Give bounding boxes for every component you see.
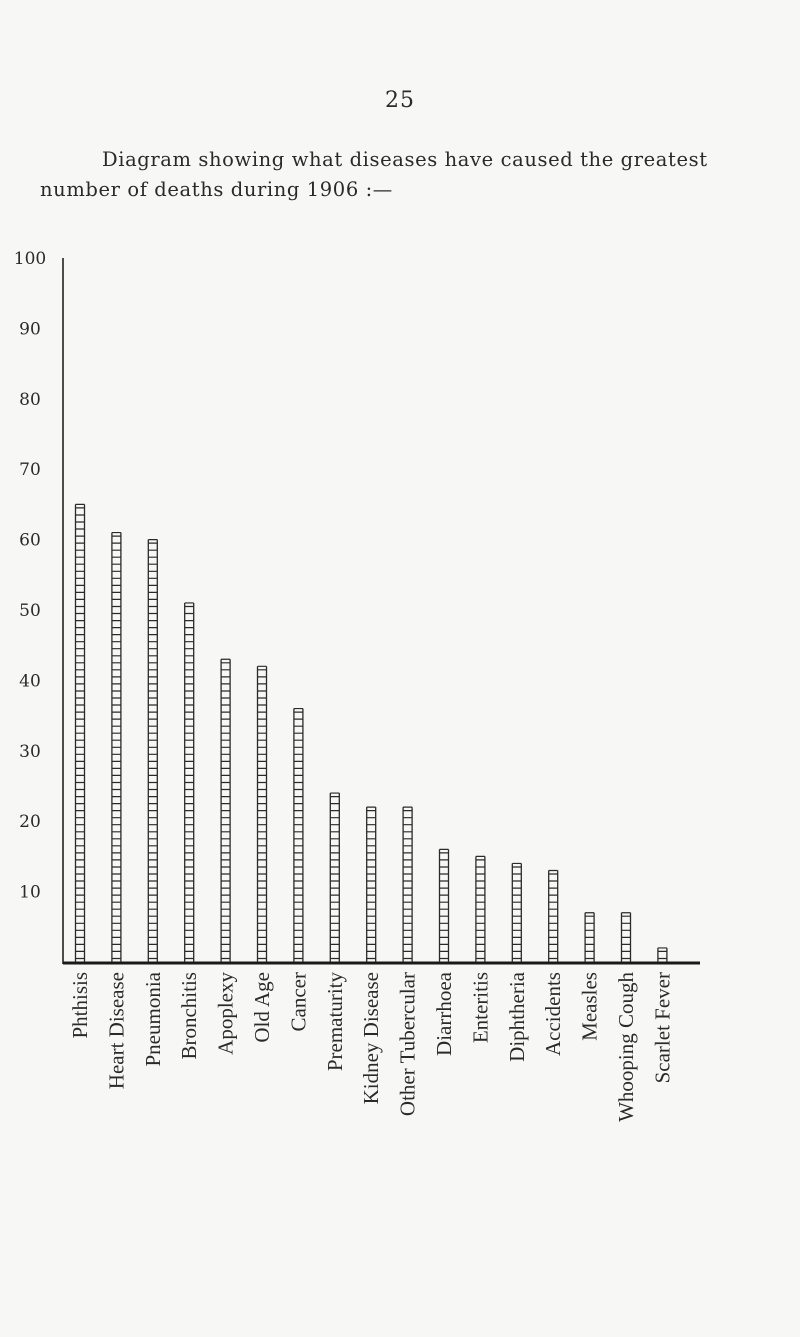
y-tick-label: 50	[19, 601, 41, 621]
bar-unit-marks	[112, 533, 121, 959]
bar	[549, 870, 558, 962]
bar	[185, 603, 194, 962]
bar-unit-marks	[403, 807, 412, 958]
x-category-label: Kidney Disease	[359, 972, 384, 1105]
bar-unit-marks	[622, 913, 631, 959]
caption-line-1: Diagram showing what diseases have caused the greatest	[102, 148, 708, 171]
x-category-label: Diarrhoea	[432, 972, 456, 1056]
bar	[367, 807, 376, 962]
bar	[512, 863, 521, 962]
bar	[330, 793, 339, 962]
bar	[294, 709, 303, 962]
x-category-label: Prematurity	[322, 972, 347, 1072]
x-category-label: Heart Disease	[104, 972, 129, 1090]
bar	[403, 807, 412, 962]
x-category-label: Whooping Cough	[614, 972, 638, 1122]
y-tick-label: 90	[19, 319, 41, 340]
y-tick-label: 70	[19, 460, 41, 481]
y-tick-label: 60	[19, 530, 41, 551]
x-category-label: Measles	[577, 972, 602, 1041]
x-category-label: Bronchitis	[177, 972, 202, 1060]
y-tick-label: 100	[13, 249, 47, 269]
bar-unit-marks	[512, 863, 521, 958]
bar-unit-marks	[476, 856, 485, 958]
bar-unit-marks	[658, 948, 667, 959]
x-category-label: Pneumonia	[140, 972, 165, 1067]
y-tick-label: 40	[19, 671, 41, 692]
bar-unit-marks	[76, 504, 85, 958]
bar-unit-marks	[185, 603, 194, 959]
bar-unit-marks	[258, 666, 267, 958]
x-category-label: Accidents	[541, 972, 566, 1056]
y-tick-label: 80	[19, 389, 41, 410]
page-number: 25	[385, 88, 415, 113]
bar-unit-marks	[585, 913, 594, 959]
x-category-label: Phthisis	[68, 972, 92, 1039]
bar	[622, 913, 631, 962]
bar	[476, 856, 485, 962]
bar-unit-marks	[367, 807, 376, 958]
x-category-label: Other Tubercular	[395, 972, 420, 1117]
bar	[440, 849, 449, 962]
x-category-label: Apoplexy	[213, 972, 238, 1055]
caption-line-2: number of deaths during 1906 :—	[40, 178, 393, 201]
x-category-label: Cancer	[286, 972, 311, 1032]
bar-unit-marks	[294, 709, 303, 959]
bar	[585, 913, 594, 962]
bar	[221, 659, 230, 962]
x-category-label: Enteritis	[468, 972, 493, 1044]
bar-unit-marks	[549, 870, 558, 958]
bar	[76, 504, 85, 962]
x-category-label: Scarlet Fever	[650, 972, 675, 1084]
bar-unit-marks	[330, 793, 339, 958]
x-category-label: Old Age	[250, 972, 274, 1043]
y-tick-label: 20	[19, 812, 41, 833]
y-tick-label: 30	[19, 741, 41, 762]
bar	[658, 948, 667, 962]
bar-unit-marks	[440, 849, 449, 958]
x-category-label: Diphtheria	[504, 972, 529, 1062]
bar	[258, 666, 267, 962]
bar	[112, 533, 121, 962]
bar-unit-marks	[148, 540, 157, 959]
bar	[148, 540, 157, 962]
bar-unit-marks	[221, 659, 230, 958]
y-tick-label: 10	[19, 882, 41, 903]
